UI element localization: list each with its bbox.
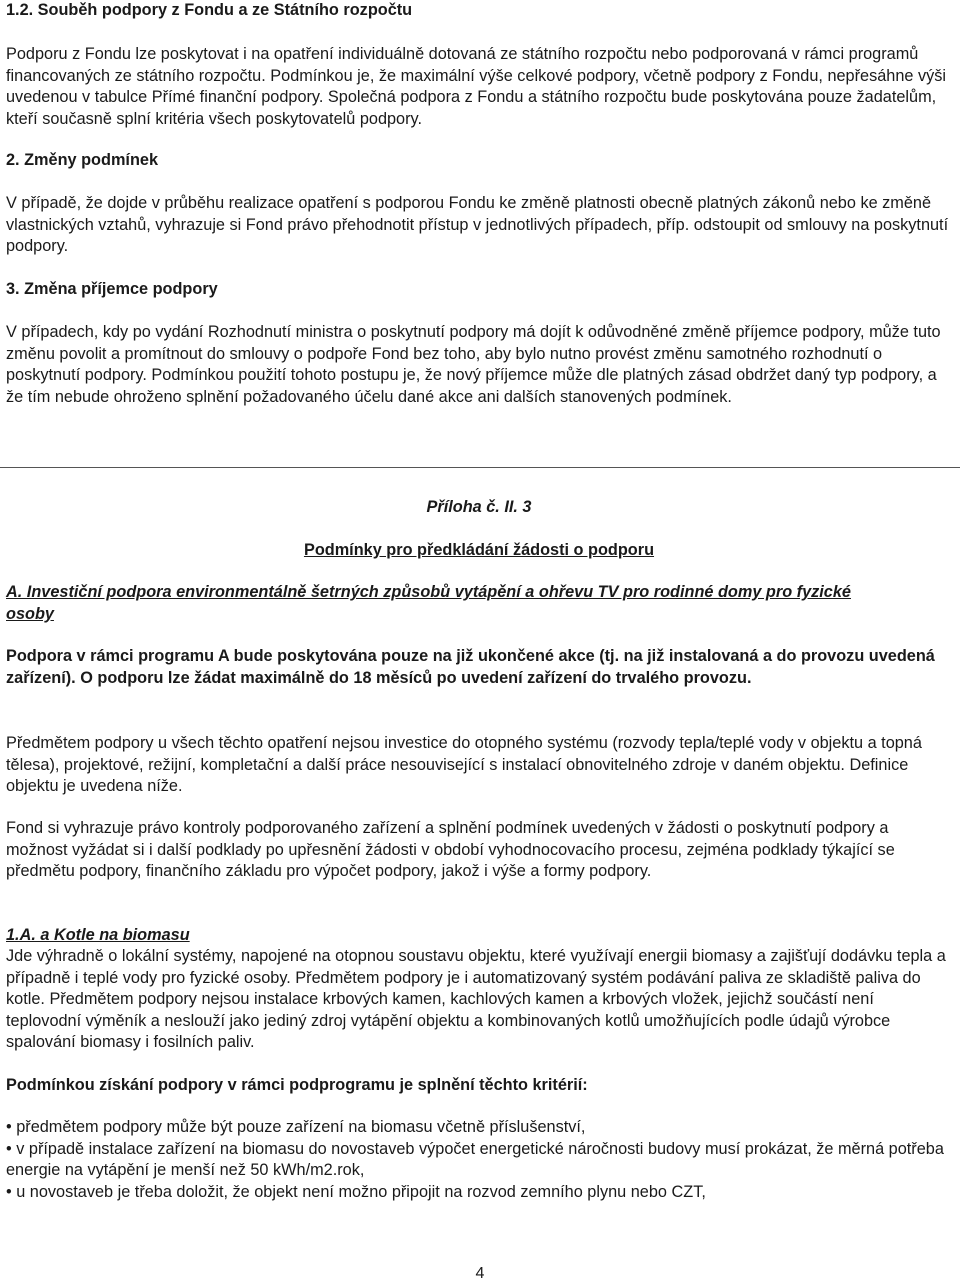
section-3-text: V případech, kdy po vydání Rozhodnutí ministra o poskytnutí podpory má dojít k odůvodněné změně příjemce podpory, může tuto změnu povolit a promítnout do smlouvy o podpoře Fond bez toho, aby bylo nutno provést změnu samotného rozhodnutí o poskytnutí podpory. Podmínkou použití tohoto postupu je, že nový příjemce může dle platných zásad obdržet daný typ podpory, a že tím nebude ohroženo splnění požadovaného účelu dané akce ani dalších stanovených podmínek. (6, 323, 941, 406)
list-item: • předmětem podpory může být pouze zařízení na biomasu včetně příslušenství, (6, 1118, 586, 1136)
section-3-heading: 3. Změna příjemce podpory (6, 280, 218, 298)
annex-label: Příloha č. II. 3 (426, 498, 532, 516)
list-item: • v případě instalace zařízení na biomasu do novostaveb výpočet energetické náročnosti budovy musí prokázat, že měrná potřeba energie na vytápění je menší než 50 kWh/m2.rok, (6, 1139, 944, 1180)
section-a-bold-text: Podpora v rámci programu A bude poskytována pouze na již ukončené akce (tj. na již instalovaná a do provozu uvedená zařízení). O podporu lze žádat maximálně do 18 měsíců po uvedení zařízení do trvalého provozu. (6, 647, 935, 687)
page-number: 4 (475, 1265, 485, 1282)
section-a-paragraph-1: Předmětem podpory u všech těchto opatření nejsou investice do otopného systému (rozvody tepla/teplé vody v objektu a topná tělesa), projektové, režijní, kompletační a další práce nesouvisející s instalací obnovitelného zdroje v daném objektu. Definice objektu je uvedena níže. (6, 734, 922, 796)
horizontal-divider (0, 467, 960, 468)
section-2-text: V případě, že dojde v průběhu realizace opatření s podporou Fondu ke změně platnosti obecně platných zákonů nebo ke změně vlastnických vztahů, vyhrazuje si Fond právo přehodnotit přístup v jednotlivých případech, příp. odstoupit od smlouvy na poskytnutí podpory. (6, 194, 949, 256)
section-a-paragraph-2: Fond si vyhrazuje právo kontroly podporovaného zařízení a splnění podmínek uvedených v žádosti o poskytnutí podpory a možnost vyžádat si i další podklady po upřesnění žádosti v období vyhodnocovacího procesu, zejména podklady týkající se předmětu podpory, finančního základu pro výpočet podpory, jakož i výše a formy podpory. (6, 819, 895, 881)
section-1a-heading: 1.A. a Kotle na biomasu (6, 926, 190, 944)
section-2-heading: 2. Změny podmínek (6, 151, 158, 169)
section-a-heading: A. Investiční podpora environmentálně šetrných způsobů vytápění a ohřevu TV pro rodinné domy pro fyzické osoby (6, 583, 851, 623)
annex-title: Podmínky pro předkládání žádosti o podporu (303, 541, 655, 559)
section-1-2-heading: 1.2. Souběh podpory z Fondu a ze Státního rozpočtu (6, 1, 413, 19)
criteria-list (6, 1117, 950, 1203)
list-item: • u novostaveb je třeba doložit, že objekt není možno připojit na rozvod zemního plynu nebo CZT, (6, 1182, 706, 1201)
section-1-2-text: Podporu z Fondu lze poskytovat i na opatření individuálně dotovaná ze státního rozpočtu nebo podporovaná v rámci programů financovaných ze státního rozpočtu. Podmínkou je, že maximální výše celkové podpory, včetně podpory z Fondu, nepřesáhne výši uvedenou v tabulce Přímé finanční podpory. Společná podpora z Fondu a státního rozpočtu bude poskytována pouze žadatelům, kteří současně splní kritéria všech poskytovatelů podpory. (6, 45, 947, 128)
criteria-heading: Podmínkou získání podpory v rámci podprogramu je splnění těchto kritérií: (6, 1076, 588, 1094)
section-1a-text: Jde výhradně o lokální systémy, napojené na otopnou soustavu objektu, které využívají energii biomasy a zajišťují dodávku tepla a případně i teplé vody pro fyzické osoby. Předmětem podpory je i automatizovaný systém podávání paliva ze skladiště paliva do kotle. Předmětem podpory nejsou instalace krbových kamen, kachlových kamen a krbových vložek, jejichž součástí není teplovodní výměník a neslouží jako jediný zdroj vytápění objektu a kombinovaných kotlů umožňujících podle údajů výrobce spalování biomasy i fosilních paliv. (6, 947, 946, 1052)
